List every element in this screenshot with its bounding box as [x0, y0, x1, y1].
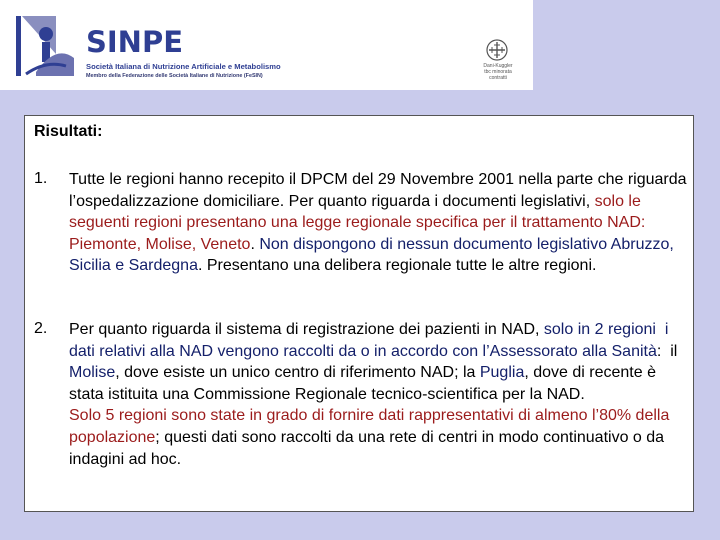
text-segment-normal: Per quanto riguarda il sistema di registrazione dei pazienti in NAD,	[69, 321, 544, 338]
text-segment-blue: Molise	[69, 364, 116, 382]
sponsor-text-3: contratti	[489, 75, 507, 81]
results-panel	[24, 115, 694, 512]
sponsor-text-1: Dani-Kuggler	[483, 63, 513, 69]
results-title: Risultati:	[34, 123, 103, 140]
header-banner	[0, 0, 533, 90]
text-segment-normal: : il	[656, 342, 682, 360]
text-segment-normal: .	[250, 235, 260, 253]
item-number: 2.	[34, 320, 48, 337]
text-segment-red: Solo 5 regioni sono state in grado di fornire dati rappresentativi di almeno l’80% della popolazione	[69, 407, 674, 446]
text-segment-blue: Puglia	[479, 364, 525, 382]
cross-circle-logo-icon	[485, 38, 509, 62]
text-segment-normal: , dove di recente è stata istituita una Commissione Regionale tecnico-scientifica per la NAD.	[69, 364, 656, 403]
org-full-name: Società Italiana di Nutrizione Artificiale e Metabolismo	[86, 62, 281, 71]
item-text	[69, 169, 689, 277]
text-segment-normal: Tutte le regioni hanno recepito il DPCM del 29 Novembre 2001 nella parte che riguarda l’ospedalizzazione domiciliare. Per quanto riguarda i documenti legislativi,	[69, 171, 691, 210]
text-segment-blue: Non dispongono di nessun documento legislativo Abruzzo, Sicilia e Sardegna	[69, 235, 679, 275]
org-name: SINPE	[86, 25, 184, 59]
text-segment-normal: . Presentano una delibera regionale tutte le altre regioni.	[197, 257, 597, 275]
text-segment-normal: , dove esiste un unico centro di riferimento NAD; la	[115, 364, 480, 382]
org-membership: Membro della Federazione delle Società Italiane di Nutrizione (FeSIN)	[86, 73, 263, 79]
text-segment-red: solo le seguenti regioni presentano una legge regionale specifica per il trattamento NAD: Piemonte, Molise, Veneto	[69, 192, 650, 253]
item-text	[69, 319, 689, 470]
text-segment-blue: solo in 2 regioni i dati relativi alla NAD vengono raccolti da o in accordo con l’Assessorato alla Sanità	[69, 321, 673, 360]
sponsor-logo	[470, 38, 526, 82]
text-segment-normal: ; questi dati sono raccolti da una rete di centri in modo continuativo o da indagini ad hoc.	[69, 428, 669, 468]
sponsor-text-2: tbc minorata	[484, 69, 512, 75]
sinpe-logo-icon	[16, 14, 78, 78]
item-number: 1.	[34, 170, 48, 187]
